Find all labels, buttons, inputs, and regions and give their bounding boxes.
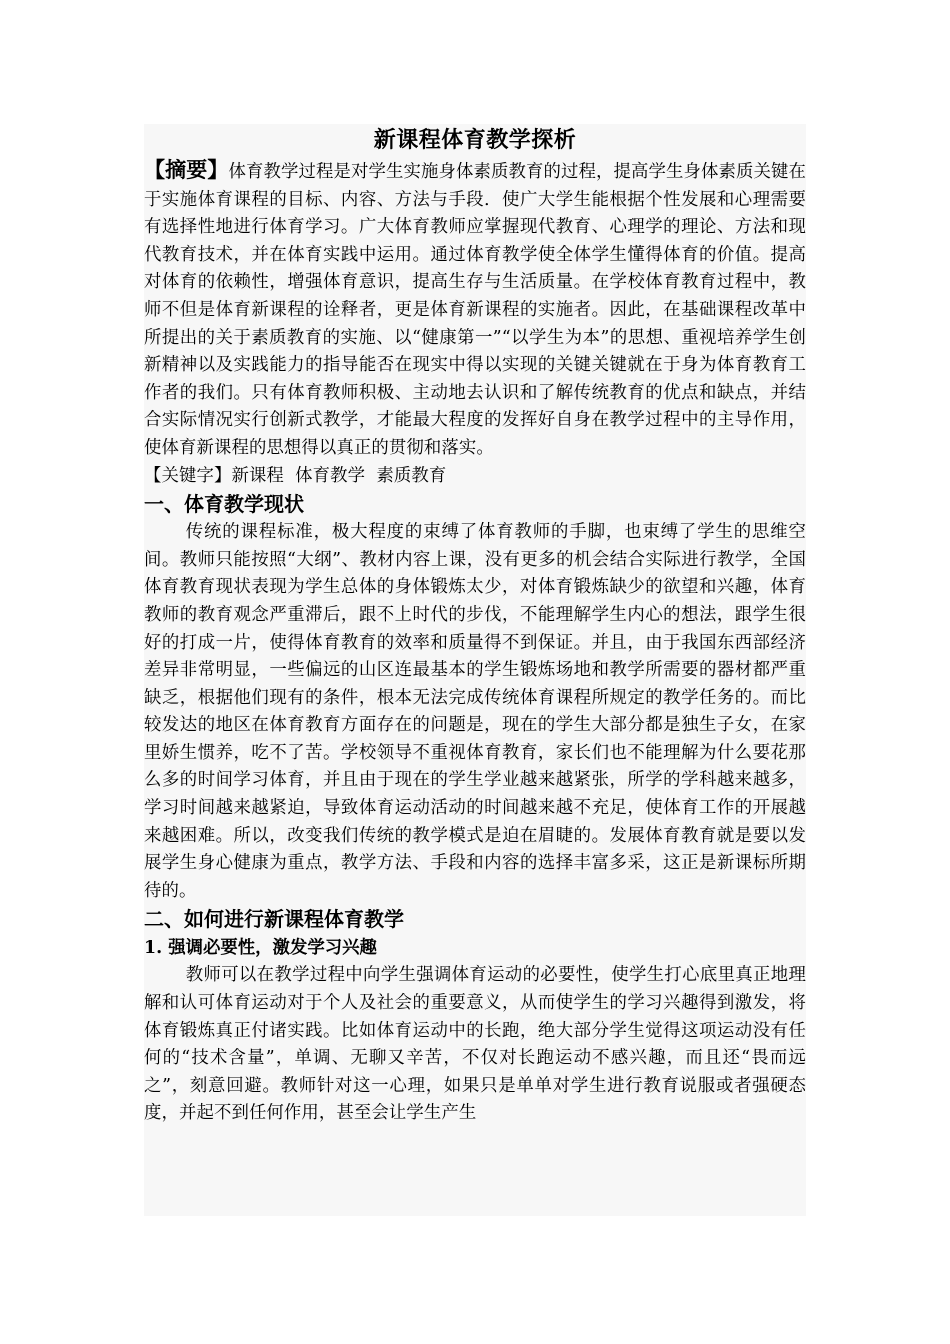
abstract-label: 【摘要】 bbox=[144, 157, 229, 182]
section-heading-status: 一、体育教学现状 bbox=[144, 492, 304, 517]
section-status-paragraph: 传统的课程标准，极大程度的束缚了体育教师的手脚，也束缚了学生的思维空间。教师只能按照“大纲”、教材内容上课，没有更多的机会结合实际进行教学，全国体育教育现状表现为学生总体的身体锻炼太少，对体育锻炼缺少的欲望和兴趣，体育教师的教育观念严重滞后，跟不上时代的步伐，不能理解学生内心的想法，跟学生很好的打成一片，使得体育教育的效率和质量得不到保证。并且，由于我国东西部经济差异非常明显，一些偏远的山区连最基本的学生锻炼场地和教学所需要的器材都严重缺乏，根据他们现有的条件，根本无法完成传统体育课程所规定的教学任务的。而比较发达的地区在体育教育方面存在的问题是，现在的学生大部分都是独生子女，在家里娇生惯养，吃不了苦。学校领导不重视体育教育，家长们也不能理解为什么要花那么多的时间学习体育，并且由于现在的学生学业越来越紧张，所学的学科越来越多，学习时间越来越紧迫，导致体育运动活动的时间越来越不充足，使体育工作的开展越来越困难。所以，改变我们传统的教学模式是迫在眉睫的。发展体育教育就是要以发展学生身心健康为重点，教学方法、手段和内容的选择丰富多采，这正是新课标所期待的。 bbox=[144, 522, 806, 901]
section-heading-how: 二、如何进行新课程体育教学 bbox=[144, 907, 404, 932]
subsection-necessity-paragraph: 教师可以在教学过程中向学生强调体育运动的必要性，使学生打心底里真正地理解和认可体育运动对于个人及社会的重要意义，从而使学生的学习兴趣得到激发，将体育锻炼真正付诸实践。比如体育运动中的长跑，绝大部分学生觉得这项运动没有任何的“技术含量”，单调、无聊又辛苦，不仅对长跑运动不感兴趣，而且还“畏而远之”，刻意回避。教师针对这一心理，如果只是单单对学生进行教育说服或者强硬态度，并起不到任何作用，甚至会让学生产生 bbox=[144, 965, 806, 1124]
abstract-text: 体育教学过程是对学生实施身体素质教育的过程，提高学生身体素质关键在于实施体育课程的目标、内容、方法与手段．使广大学生能根据个性发展和心理需要有选择性地进行体育学习。广大体育教师应掌握现代教育、心理学的理论、方法和现代教育技术，并在体育实践中运用。通过体育教学使全体学生懂得体育的价值。提高对体育的依赖性，增强体育意识，提高生存与生活质量。在学校体育教育过程中，教师不但是体育新课程的诠释者，更是体育新课程的实施者。因此，在基础课程改革中所提出的关于素质教育的实施、以“健康第一”“以学生为本”的思想、重视培养学生创新精神以及实践能力的指导能否在现实中得以实现的关键关键就在于身为体育教育工作者的我们。只有体育教师积极、主动地去认识和了解传统教育的优点和缺点，并结合实际情况实行创新式教学，才能最大程度的发挥好自身在教学过程中的主导作用，使体育新课程的思想得以真正的贯彻和落实。 bbox=[144, 162, 806, 458]
document-title: 新课程体育教学探析 bbox=[373, 127, 577, 153]
subsection-heading-necessity: 1. 强调必要性，激发学习兴趣 bbox=[144, 938, 377, 959]
abstract-paragraph bbox=[144, 156, 806, 463]
keywords-line: 【关键字】新课程 体育教学 素质教育 bbox=[144, 465, 447, 486]
document-page bbox=[144, 124, 806, 1216]
